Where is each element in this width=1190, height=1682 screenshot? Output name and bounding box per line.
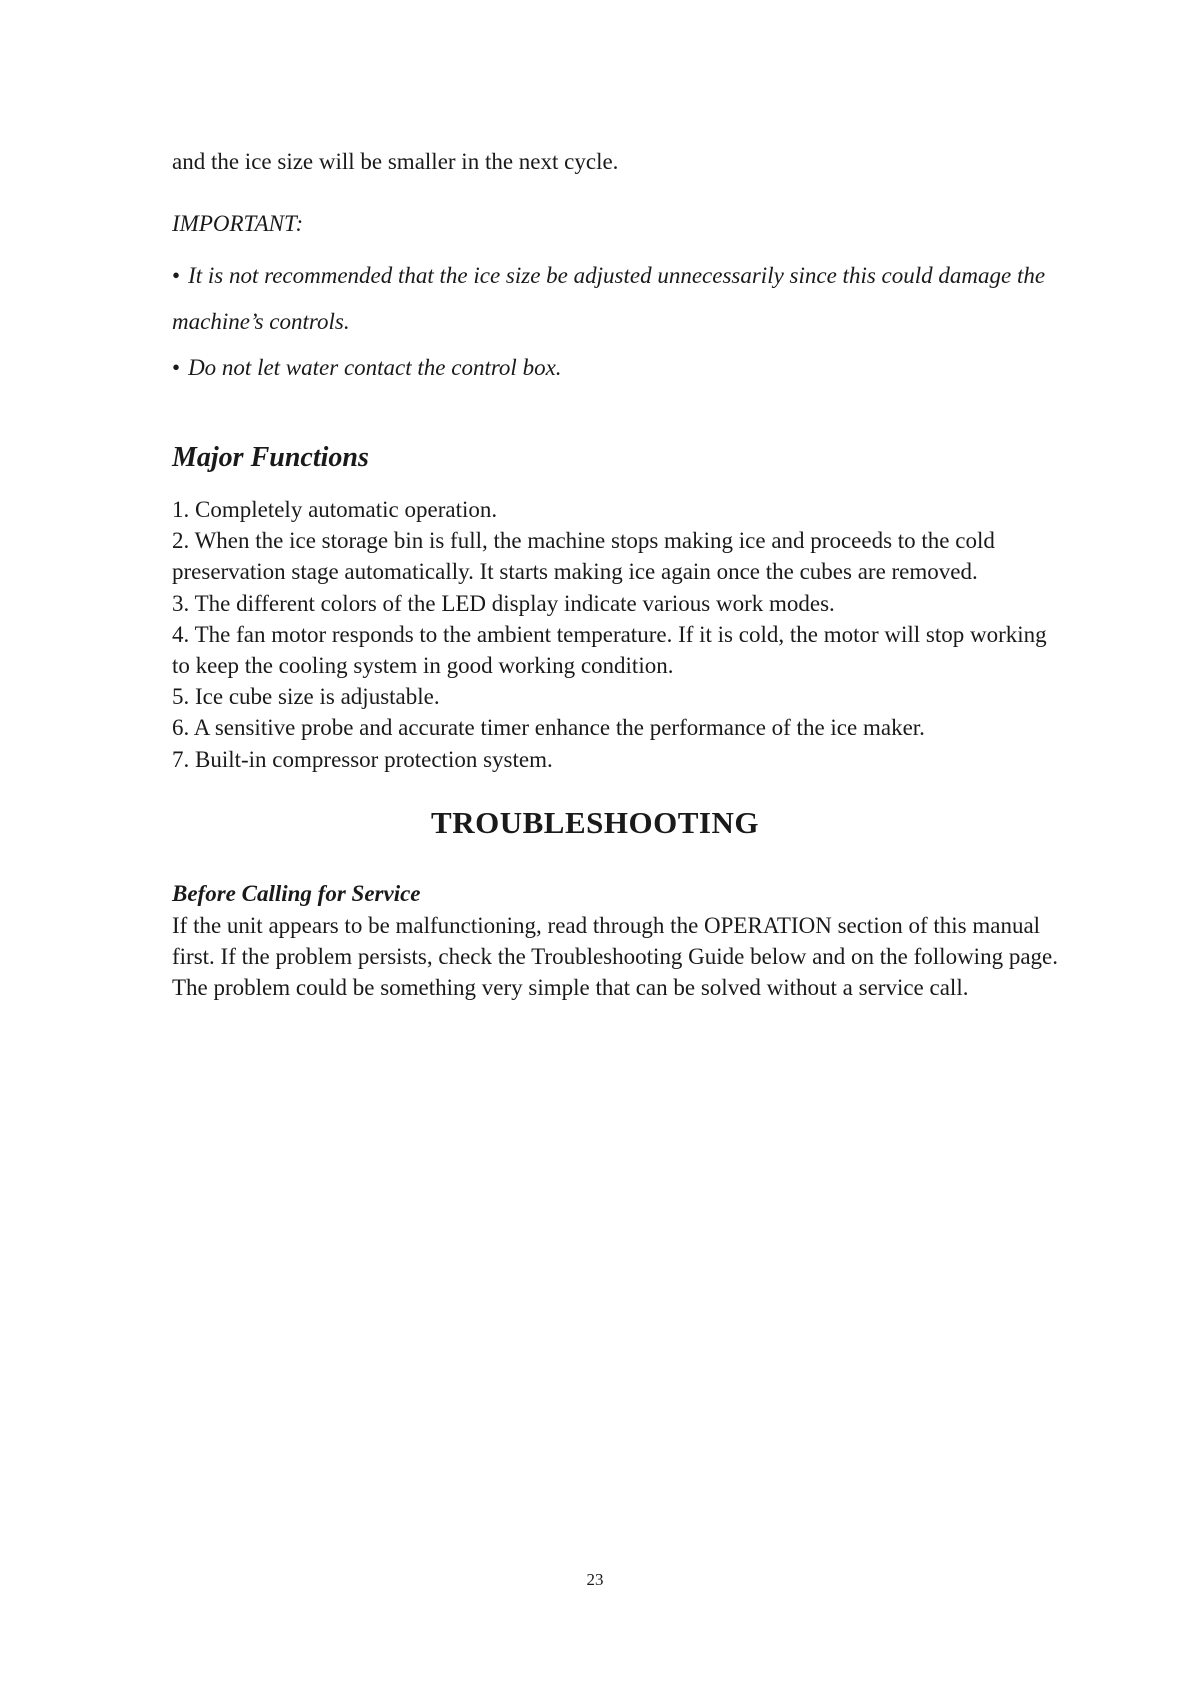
troubleshooting-intro-paragraph: If the unit appears to be malfunctioning, read through the OPERATION section of this manual first. If the problem persists, check the Troubleshooting Guide below and on the following page. The problem could be something very simple that can be solved without a service call. (172, 913, 1058, 1000)
important-notes-list (172, 253, 1052, 391)
function-item: 7. Built-in compressor protection system. (172, 746, 553, 772)
intro-continuation-text: and the ice size will be smaller in the next cycle. (172, 149, 619, 174)
major-functions-list (172, 494, 1052, 775)
major-functions-heading: Major Functions (172, 442, 369, 473)
important-label: IMPORTANT: (172, 211, 304, 236)
bullet-icon: • (172, 263, 181, 288)
important-note-text: It is not recommended that the ice size be adjusted unnecessarily since this could damage the machine’s controls. (172, 263, 1046, 334)
important-note-item (172, 253, 1052, 345)
page-number: 23 (586, 1570, 604, 1589)
function-item: 1. Completely automatic operation. (172, 497, 498, 522)
function-item: 6. A sensitive probe and accurate timer enhance the performance of the ice maker. (172, 715, 925, 741)
important-note-item (172, 345, 1052, 391)
function-item: 2. When the ice storage bin is full, the machine stops making ice and proceeds to the cold preservation stage automatically. It starts making ice again once the cubes are removed. (172, 528, 995, 585)
troubleshooting-heading: TROUBLESHOOTING (431, 805, 759, 840)
important-note-text: Do not let water contact the control box. (188, 355, 562, 380)
function-item: 3. The different colors of the LED display indicate various work modes. (172, 590, 835, 616)
bullet-icon: • (172, 355, 181, 380)
before-calling-subheading: Before Calling for Service (172, 881, 421, 906)
function-item: 4. The fan motor responds to the ambient temperature. If it is cold, the motor will stop working to keep the cooling system in good working condition. (172, 621, 1047, 679)
function-item: 5. Ice cube size is adjustable. (172, 684, 440, 710)
